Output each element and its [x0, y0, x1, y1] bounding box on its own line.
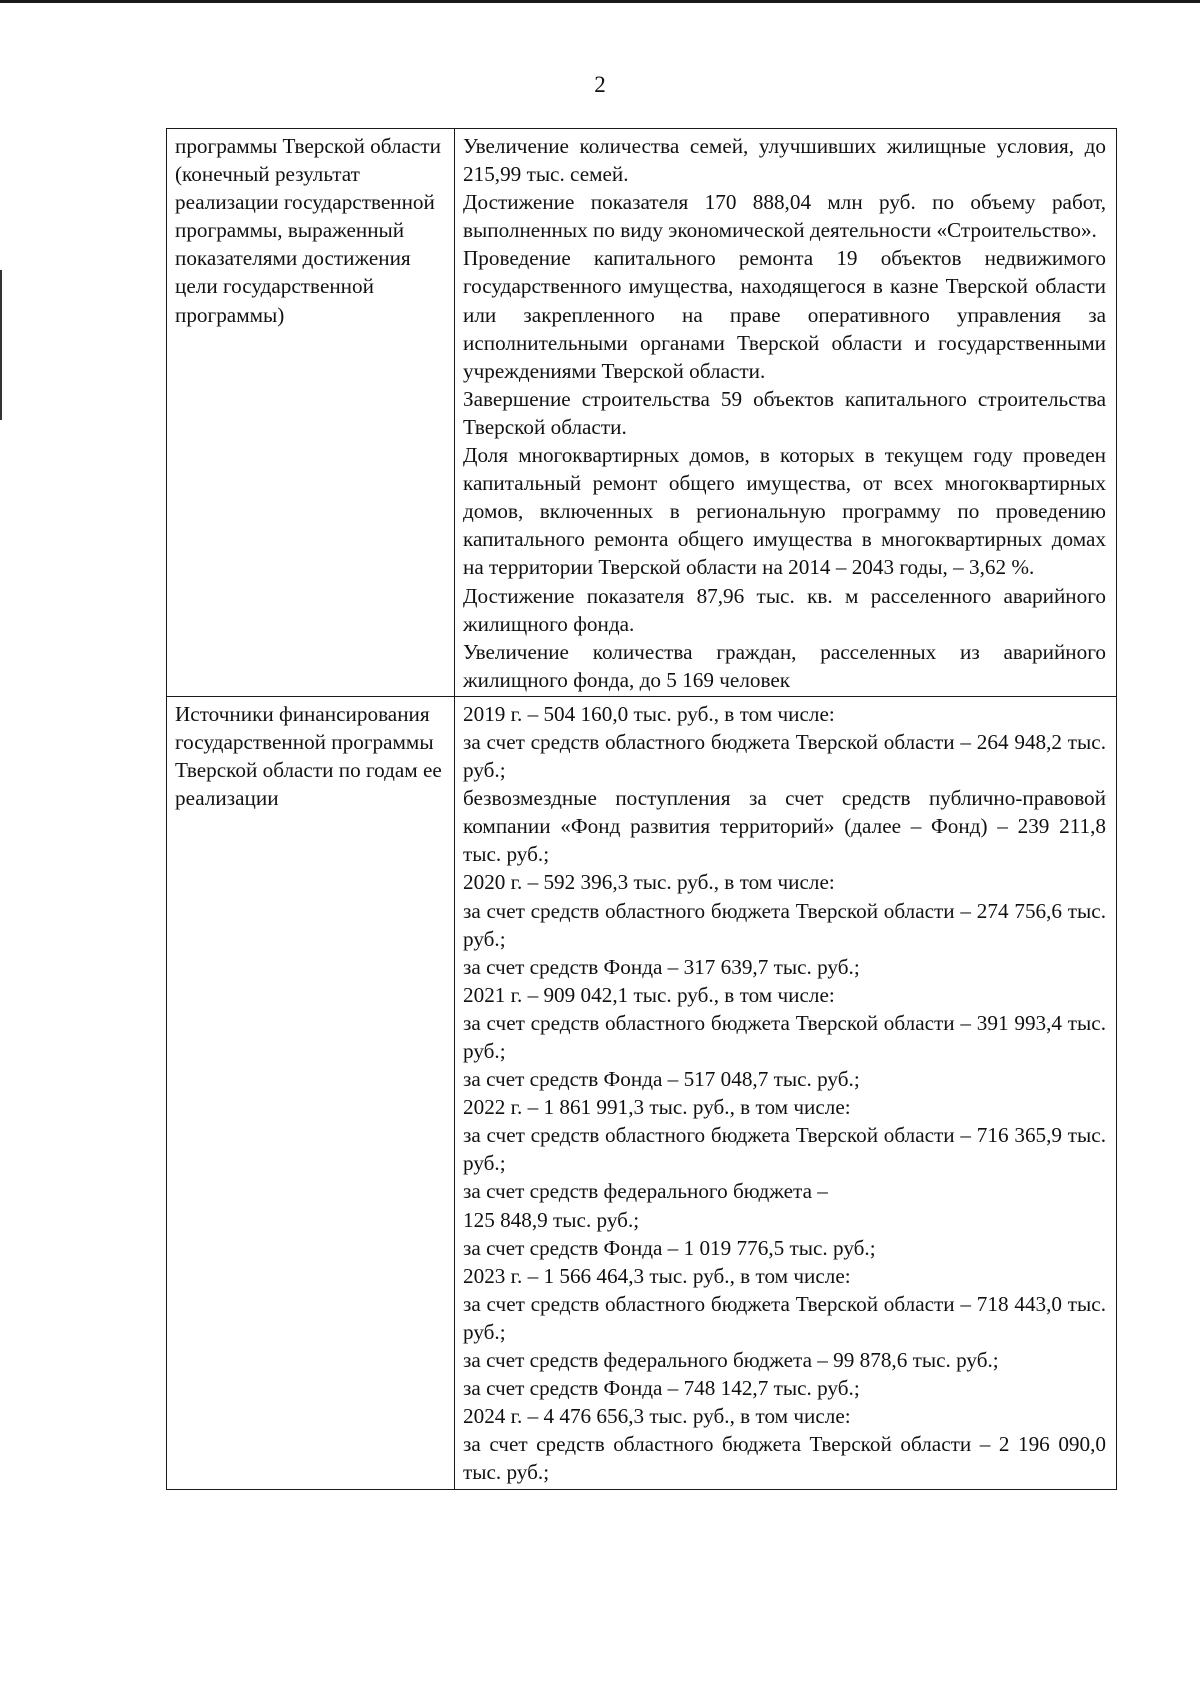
value-line: за счет средств Фонда – 1 019 776,5 тыс. руб.;	[463, 1235, 876, 1260]
value-line: за счет средств областного бюджета Тверской области – 718 443,0 тыс. руб.;	[463, 1291, 1106, 1344]
value-line: Завершение строительства 59 объектов капитального строительства Тверской области.	[463, 386, 1106, 439]
value-line: за счет средств областного бюджета Тверской области – 274 756,6 тыс. руб.;	[463, 898, 1106, 951]
value-line: за счет средств областного бюджета Тверской области – 716 365,9 тыс. руб.;	[463, 1123, 1106, 1176]
value-line: за счет средств Фонда – 517 048,7 тыс. руб.;	[463, 1067, 860, 1092]
value-line: 2023 г. – 1 566 464,3 тыс. руб., в том числе:	[463, 1263, 851, 1288]
value-line: Увеличение количества граждан, расселенных из аварийного жилищного фонда, до 5 169 человек	[463, 639, 1106, 692]
value-line: 2020 г. – 592 396,3 тыс. руб., в том числе:	[463, 870, 835, 895]
row-value-cell	[455, 696, 1117, 1489]
value-line: за счет средств областного бюджета Тверской области – 391 993,4 тыс. руб.;	[463, 1010, 1106, 1063]
value-line: за счет средств областного бюджета Тверской области – 2 196 090,0 тыс. руб.;	[463, 1432, 1106, 1485]
row-label-cell	[167, 696, 455, 1489]
value-line: за счет средств Фонда – 317 639,7 тыс. руб.;	[463, 954, 860, 979]
value-line: 2019 г. – 504 160,0 тыс. руб., в том числе:	[463, 701, 835, 726]
value-line: Достижение показателя 87,96 тыс. кв. м расселенного аварийного жилищного фонда.	[463, 583, 1106, 636]
value-line: Достижение показателя 170 888,04 млн руб. по объему работ, выполненных по виду экономической деятельности «Строительство».	[463, 190, 1106, 243]
value-line: 125 848,9 тыс. руб.;	[463, 1207, 640, 1232]
value-line: Проведение капитального ремонта 19 объектов недвижимого государственного имущества, находящегося в казне Тверской области или закрепленного на праве оперативного управления за исполнительными органами Тверской области и государственными учреждениями Тверской области.	[463, 246, 1106, 383]
row-value-cell	[455, 129, 1117, 697]
row-label: Источники финансирования государственной программы Тверской области по годам ее реализации	[175, 701, 442, 811]
value-line: 2024 г. – 4 476 656,3 тыс. руб., в том числе:	[463, 1404, 851, 1429]
value-line: 2022 г. – 1 861 991,3 тыс. руб., в том числе:	[463, 1095, 851, 1120]
table-row	[167, 696, 1117, 1489]
value-line: Увеличение количества семей, улучшивших жилищные условия, до 215,99 тыс. семей.	[463, 134, 1106, 187]
row-label-cell	[167, 129, 455, 697]
value-line: безвозмездные поступления за счет средств публично-правовой компании «Фонд развития территорий» (далее – Фонд) – 239 211,8 тыс. руб.;	[463, 786, 1106, 867]
value-line: за счет средств федерального бюджета –	[463, 1179, 828, 1204]
program-passport-table	[166, 128, 1117, 1490]
page-number: 2	[594, 72, 606, 97]
row-label: программы Тверской области (конечный результат реализации государственной программы, выраженный показателями достижения цели государственной программы)	[175, 134, 442, 327]
scan-edge-left	[0, 270, 2, 420]
value-line: Доля многоквартирных домов, в которых в текущем году проведен капитальный ремонт общего имущества, от всех многоквартирных домов, включенных в региональную программу по проведению капитального ремонта общего имущества в многоквартирных домах на территории Тверской области на 2014 – 2043 годы, – 3,62 %.	[463, 443, 1106, 580]
value-line: за счет средств федерального бюджета – 99 878,6 тыс. руб.;	[463, 1348, 999, 1373]
scan-edge-top	[0, 0, 1200, 3]
value-line: 2021 г. – 909 042,1 тыс. руб., в том числе:	[463, 982, 835, 1007]
table-row	[167, 129, 1117, 697]
value-line: за счет средств Фонда – 748 142,7 тыс. руб.;	[463, 1376, 860, 1401]
value-line: за счет средств областного бюджета Тверской области – 264 948,2 тыс. руб.;	[463, 729, 1106, 783]
